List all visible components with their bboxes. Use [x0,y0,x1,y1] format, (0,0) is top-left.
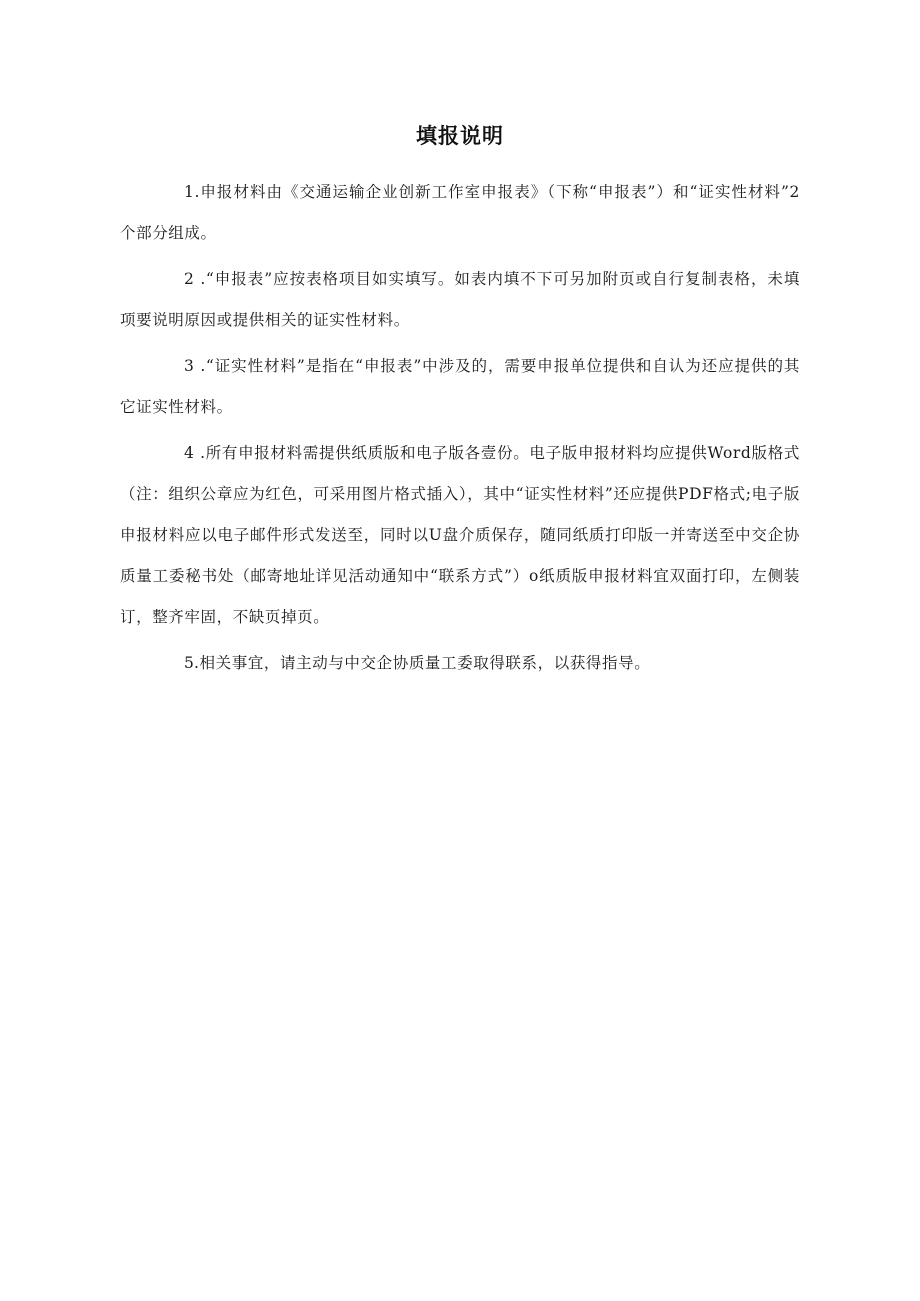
item-text: .“证实性材料”是指在“申报表”中涉及的，需要申报单位提供和自认为还应提供的其它证实性材料。 [120,357,800,416]
item-number: 2 [184,270,195,288]
instructions-body [120,172,800,684]
item-text: .申报材料由《交通运输企业创新工作室申报表》（下称“申报表”）和“证实性材料”2个部分组成。 [120,183,800,242]
item-text: .所有申报材料需提供纸质版和电子版各壹份。电子版申报材料均应提供Word版格式（注：组织公章应为红色，可采用图片格式插入），其中“证实性材料”还应提供PDF格式;电子版申报材料应以电子邮件形式发送至，同时以U盘介质保存，随同纸质打印版一并寄送至中交企协质量工委秘书处（邮寄地址详见活动通知中“联系方式”）o纸质版申报材料宜双面打印，左侧装订，整齐牢固，不缺页掉页。 [120,444,800,626]
document-title: 填报说明 [416,124,504,148]
instruction-item-3 [120,346,800,428]
item-number: 4 [184,444,195,462]
item-text: .“申报表”应按表格项目如实填写。如表内填不下可另加附页或自行复制表格，未填项要说明原因或提供相关的证实性材料。 [120,270,800,329]
item-number: 1 [184,183,195,201]
instruction-item-5 [120,643,800,684]
item-number: 5 [184,654,195,672]
item-number: 3 [184,357,195,375]
instruction-item-1 [120,172,800,254]
item-text: .相关事宜，请主动与中交企协质量工委取得联系，以获得指导。 [194,654,651,672]
instruction-item-2 [120,259,800,341]
instruction-item-4 [120,433,800,638]
